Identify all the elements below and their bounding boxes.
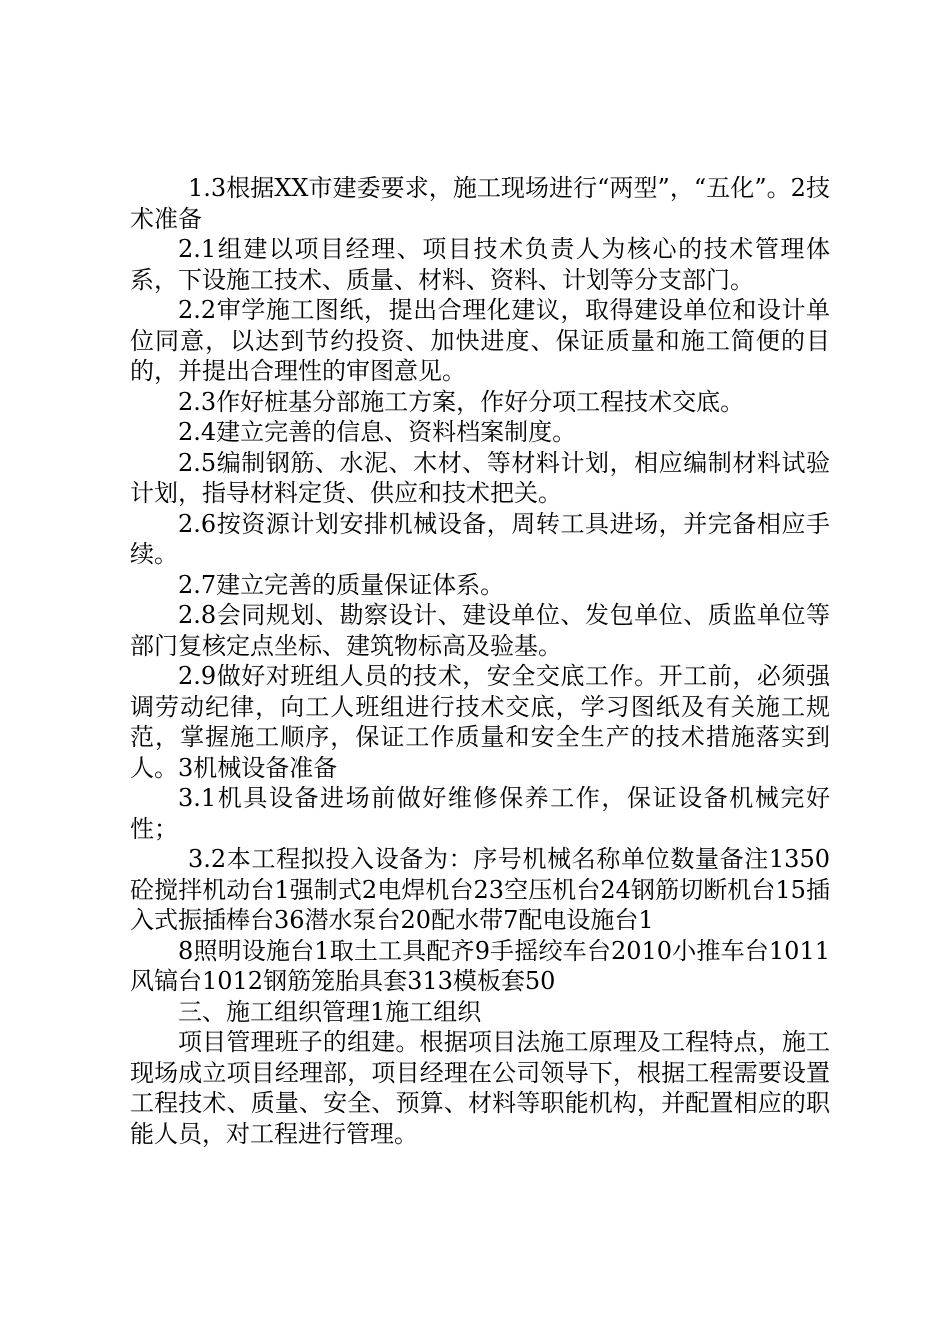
- paragraph-2-1: 2.1组建以项目经理、项目技术负责人为核心的技术管理体系，下设施工技术、质量、材料、资料、计划等分支部门。: [130, 235, 830, 294]
- paragraph-2-4: 2.4建立完善的信息、资料档案制度。: [178, 418, 577, 446]
- paragraph-3-1: 3.1机具设备进场前做好维修保养工作，保证设备机械完好性；: [130, 784, 830, 843]
- paragraph-equipment-list-continued: 8照明设施台1取土工具配齐9手摇绞车台2010小推车台1011风镐台1012钢筋笼胎具套313模板套50: [130, 936, 830, 995]
- paragraph-2-5: 2.5编制钢筋、水泥、木材、等材料计划，相应编制材料试验计划，指导材料定货、供应和技术把关。: [130, 448, 830, 507]
- paragraph-1-3: 1.3根据XX市建委要求，施工现场进行“两型”，“五化”。2技术准备: [130, 174, 830, 233]
- paragraph-3-2-equipment-list: 3.2本工程拟投入设备为：序号机械名称单位数量备注1350砼搅拌机动台1强制式2电焊机台23空压机台24钢筋切断机台15插入式振插棒台36潜水泵台20配水带7配电设施台1: [130, 845, 830, 934]
- paragraph-2-7: 2.7建立完善的质量保证体系。: [178, 570, 505, 599]
- paragraph-2-6: 2.6按资源计划安排机械设备，周转工具进场，并完备相应手续。: [130, 509, 830, 568]
- paragraph-2-3: 2.3作好桩基分部施工方案，作好分项工程技术交底。: [178, 387, 745, 416]
- paragraph-2-8: 2.8会同规划、勘察设计、建设单位、发包单位、质监单位等部门复核定点坐标、建筑物标高及验基。: [130, 601, 830, 660]
- document-body: [130, 173, 830, 1149]
- paragraph-2-2: 2.2审学施工图纸，提出合理化建议，取得建设单位和设计单位同意，以达到节约投资、加快进度、保证质量和施工简便的目的，并提出合理性的审图意见。: [130, 296, 830, 385]
- paragraph-project-management-team: 项目管理班子的组建。根据项目法施工原理及工程特点，施工现场成立项目经理部，项目经理在公司领导下，根据工程需要设置工程技术、质量、安全、预算、材料等职能机构，并配置相应的职能人员，对工程进行管理。: [130, 1028, 830, 1148]
- section-heading-construction-organization: 三、施工组织管理1施工组织: [178, 997, 482, 1026]
- paragraph-2-9: 2.9做好对班组人员的技术，安全交底工作。开工前，必须强调劳动纪律，向工人班组进行技术交底，学习图纸及有关施工规范，掌握施工顺序，保证工作质量和安全生产的技术措施落实到人。3机械设备准备: [130, 662, 830, 782]
